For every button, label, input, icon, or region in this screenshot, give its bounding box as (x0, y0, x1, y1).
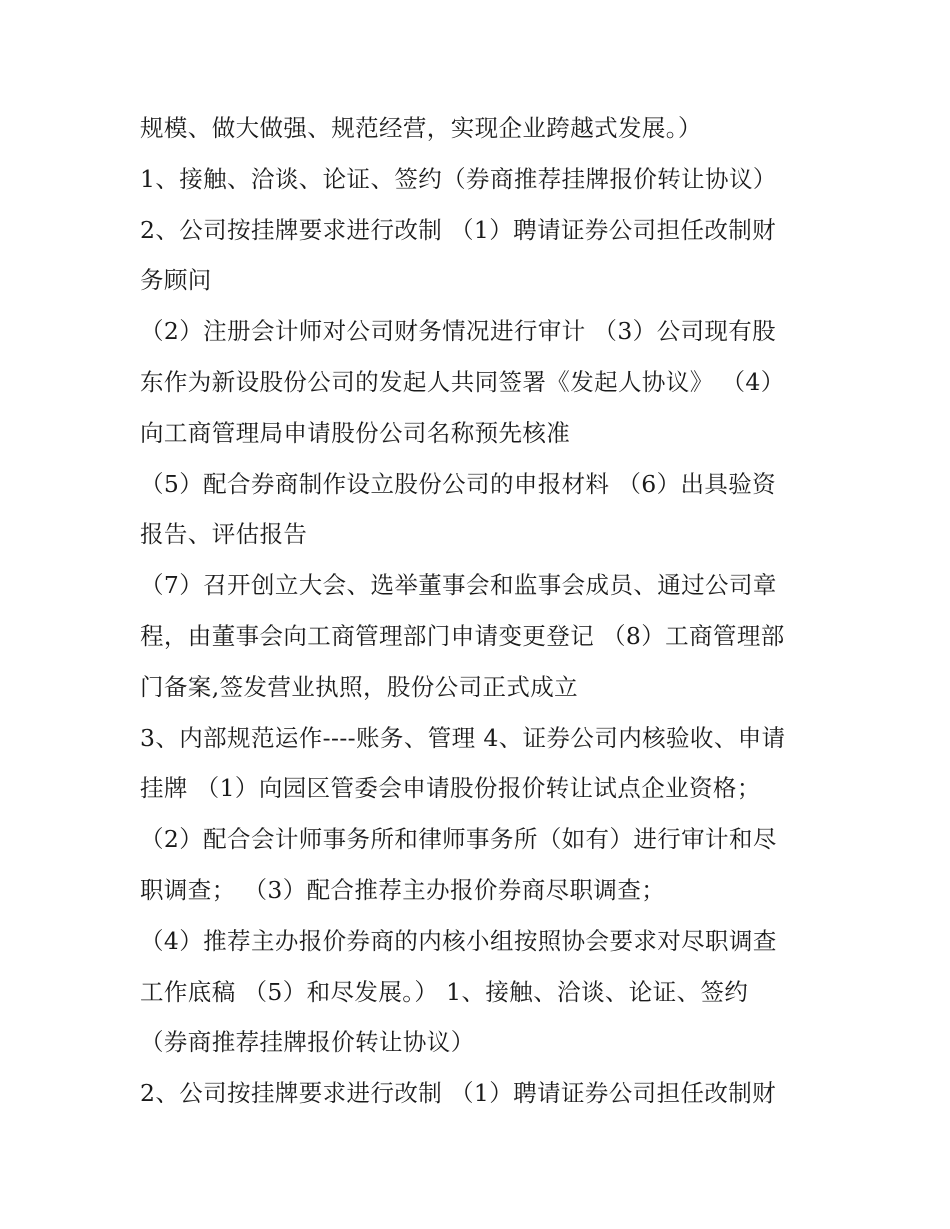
text-line: 工作底稿 （5）和尽发展。） 1、接触、洽谈、论证、签约 (140, 977, 749, 1006)
text-line: （4）推荐主办报价券商的内核小组按照协会要求对尽职调查 (140, 926, 777, 955)
text-line: 2、公司按挂牌要求进行改制 （1）聘请证券公司担任改制财 (140, 1079, 777, 1108)
text-line: （券商推荐挂牌报价转让协议） (140, 1028, 475, 1057)
text-line: 东作为新设股份公司的发起人共同签署《发起人协议》 （4） (140, 367, 785, 396)
text-line: 报告、评估报告 (140, 520, 308, 549)
document-body (140, 103, 840, 1119)
text-line: 职调查； （3）配合推荐主办报价券商尽职调查； (140, 875, 666, 904)
text-line: 规模、做大做强、规范经营，实现企业跨越式发展。） (140, 114, 702, 142)
text-line: 务顾问 (140, 266, 212, 295)
text-line: 3、内部规范运作----账务、管理 4、证券公司内核验收、申请 (140, 723, 786, 752)
text-line: 2、公司按挂牌要求进行改制 （1）聘请证券公司担任改制财 (140, 215, 777, 244)
text-line: 门备案,签发营业执照，股份公司正式成立 (140, 672, 579, 701)
text-line: 程，由董事会向工商管理部门申请变更登记 （8）工商管理部 (140, 621, 785, 650)
text-line: （2）注册会计师对公司财务情况进行审计 （3）公司现有股 (140, 317, 777, 346)
text-line: （2）配合会计师事务所和律师事务所（如有）进行审计和尽 (140, 825, 777, 854)
text-line: 向工商管理局申请股份公司名称预先核准 (140, 418, 571, 447)
text-line: （7）召开创立大会、选举董事会和监事会成员、通过公司章 (140, 571, 777, 600)
text-line: 挂牌 （1）向园区管委会申请股份报价转让试点企业资格； (140, 774, 761, 803)
text-line: （5）配合券商制作设立股份公司的申报材料 （6）出具验资 (140, 469, 777, 498)
text-line: 1、接触、洽谈、论证、签约（券商推荐挂牌报价转让协议） (140, 164, 777, 193)
